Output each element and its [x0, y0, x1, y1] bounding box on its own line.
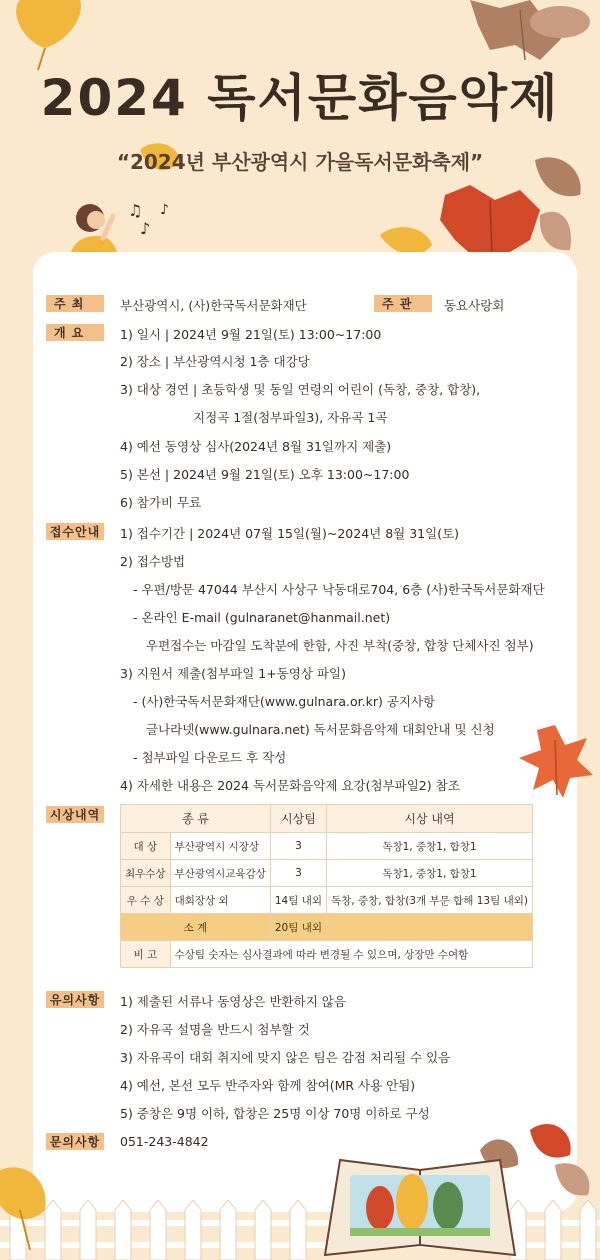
registration-line: 1) 접수기간 | 2024년 07월 15일(월)~2024년 8월 31일(토) [120, 526, 460, 541]
overview-line: 4) 예선 동영상 심사(2024년 8월 31일까지 제출) [120, 439, 392, 454]
registration-line: 2) 접수방법 [120, 554, 186, 569]
page-subtitle: “2024년 부산광역시 가을독서문화축제” [116, 150, 484, 174]
notes-line: 5) 중창은 9명 이하, 합창은 25명 이상 70명 이하로 구성 [120, 1106, 430, 1121]
overview-line: 3) 대상 경연 | 초등학생 및 동일 연령의 어린이 (독창, 중창, 합창), [120, 382, 481, 397]
award-detail: 독창, 중창, 합창(3개 부문 합해 13팀 내외) [327, 887, 533, 914]
table-header: 종 류 [121, 805, 271, 833]
table-header-row [121, 805, 533, 833]
music-note-icon: ♪ [160, 202, 169, 218]
table-header: 시상팀 [270, 805, 326, 833]
award-tag: 최우수상 [121, 860, 171, 887]
table-row [121, 860, 533, 887]
award-teams: 3 [270, 860, 326, 887]
notes-line: 2) 자유곡 설명을 반드시 첨부할 것 [120, 1022, 310, 1037]
registration-line: 3) 지원서 제출(첨부파일 1+동영상 파일) [120, 666, 346, 681]
subtotal-row [121, 914, 533, 941]
award-teams: 3 [270, 833, 326, 860]
registration-line: 4) 자세한 내용은 2024 독서문화음악제 요강(첨부파일2) 참조 [120, 778, 460, 793]
maple-leaf-icon [440, 185, 540, 258]
award-name: 대회장상 외 [170, 887, 270, 914]
table-row [121, 887, 533, 914]
table-row [121, 833, 533, 860]
award-tag: 대 상 [121, 833, 171, 860]
award-detail: 독창1, 중창1, 합창1 [327, 833, 533, 860]
ginkgo-leaf-icon [380, 227, 432, 254]
ginkgo-leaf-icon [0, 1150, 60, 1260]
registration-line: - 온라인 E-mail (gulnaranet@hanmail.net) [133, 610, 391, 625]
registration-label: 접수안내 [46, 523, 104, 540]
registration-line: - (사)한국독서문화재단(www.gulnara.or.kr) 공지사항 [133, 694, 436, 709]
table-header: 시상 내역 [327, 805, 533, 833]
notes-line: 1) 제출된 서류나 동영상은 반환하지 않음 [120, 994, 346, 1009]
registration-line: - 첨부파일 다운로드 후 작성 [133, 750, 287, 765]
host-label: 주 최 [46, 295, 104, 312]
maple-leaf-icon [515, 720, 595, 800]
contact-value: 051-243-4842 [120, 1134, 209, 1149]
overview-label: 개 요 [46, 324, 104, 341]
open-book-illustration [320, 1140, 520, 1260]
award-name: 부산광역시교육감상 [170, 860, 270, 887]
music-note-icon: ♪ [140, 219, 151, 238]
notes-line: 3) 자유곡이 대회 취지에 맞지 않은 팀은 감점 처리될 수 있음 [120, 1050, 451, 1065]
award-detail: 독창1, 중창1, 합창1 [327, 860, 533, 887]
awards-label: 시상내역 [46, 806, 104, 823]
registration-line: 글나라넷(www.gulnara.net) 독서문화음악제 대회안내 및 신청 [146, 722, 495, 737]
contact-label: 문의사항 [46, 1133, 104, 1150]
note-value: 수상팀 숫자는 심사결과에 따라 변경될 수 있으며, 상장만 수여함 [170, 941, 532, 968]
organizer-value: 동요사랑회 [444, 298, 505, 313]
notes-label: 유의사항 [46, 991, 104, 1008]
award-teams: 14팀 내외 [270, 887, 326, 914]
page-title: 2024 독서문화음악제 [40, 69, 560, 127]
award-name: 부산광역시 시장상 [170, 833, 270, 860]
overview-line: 6) 참가비 무료 [120, 495, 202, 510]
host-value: 부산광역시, (사)한국독서문화재단 [120, 298, 307, 313]
organizer-label: 주 관 [374, 295, 432, 312]
overview-line: 2) 장소 | 부산광역시청 1층 대강당 [120, 354, 310, 369]
registration-line: 우편접수는 마감일 도착분에 한함, 사진 부착(중창, 합창 단체사진 첨부) [146, 638, 534, 653]
note-row [121, 941, 533, 968]
notes-line: 4) 예선, 본선 모두 반주자와 함께 참여(MR 사용 안됨) [120, 1078, 416, 1093]
subtotal-label: 소 계 [121, 914, 271, 941]
overview-line: 5) 본선 | 2024년 9월 21일(토) 오후 13:00~17:00 [120, 467, 410, 482]
subtotal-empty [327, 914, 533, 941]
awards-table [120, 804, 533, 968]
overview-line: 지정곡 1절(첨부파일3), 자유곡 1곡 [193, 410, 388, 425]
autumn-leaf-icon [540, 212, 571, 250]
note-label: 비 고 [121, 941, 171, 968]
subtotal-value: 20팀 내외 [270, 914, 326, 941]
overview-line: 1) 일시 | 2024년 9월 21일(토) 13:00~17:00 [120, 327, 382, 342]
brown-leaf-icon [530, 6, 590, 38]
registration-line: - 우편/방문 47044 부산시 사상구 낙동대로704, 6층 (사)한국독서문화재단 [133, 582, 545, 597]
music-note-icon: ♫ [128, 201, 143, 220]
award-tag: 우 수 상 [121, 887, 171, 914]
